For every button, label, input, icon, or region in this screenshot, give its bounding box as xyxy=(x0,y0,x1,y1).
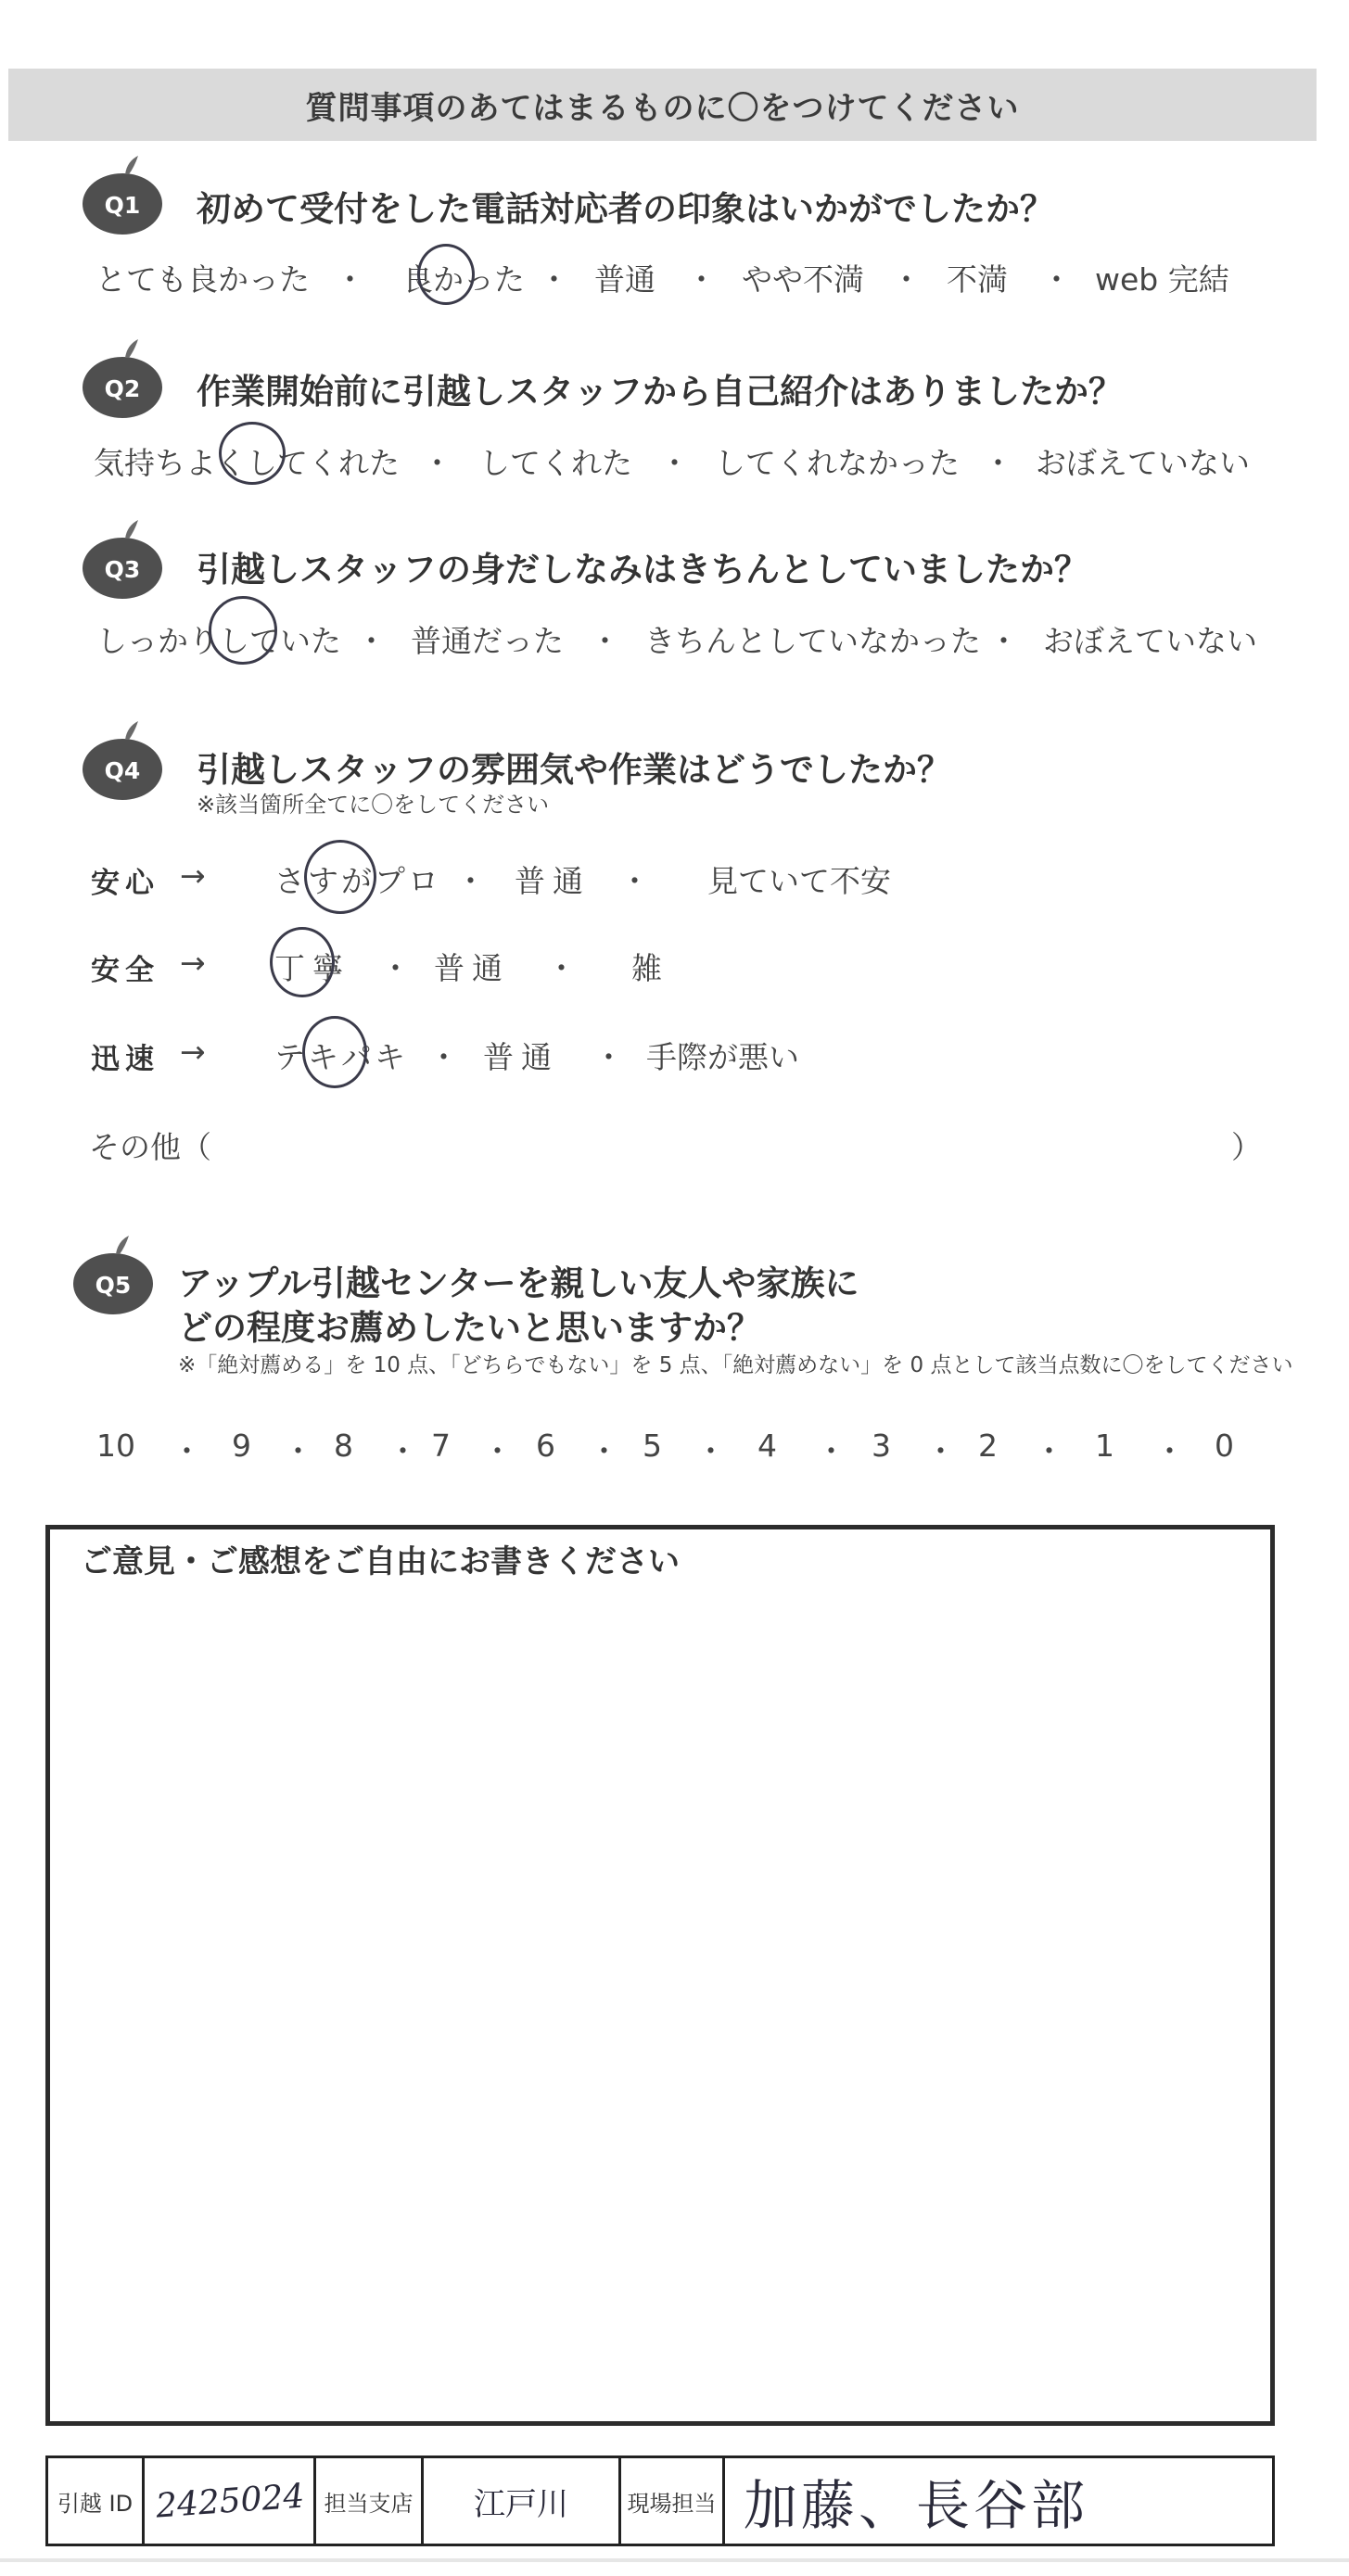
q1-badge-icon xyxy=(79,148,181,237)
footer-table xyxy=(45,2455,1275,2546)
questionnaire-header xyxy=(8,69,1317,141)
q5-score-sep: ・ xyxy=(1154,1433,1185,1469)
bottom-edge xyxy=(0,2558,1349,2562)
q4-row-anzen-selection-circle xyxy=(270,927,335,997)
q4-other-label: その他（ xyxy=(89,1129,211,1165)
q5-score-9[interactable]: 9 xyxy=(232,1428,251,1464)
q4-row-anzen-label: 安全 xyxy=(91,954,159,987)
q2-sep-3: ・ xyxy=(983,445,1013,481)
q4-other-close: ） xyxy=(1231,1129,1262,1165)
q4-note: ※該当箇所全てに〇をしてください xyxy=(197,792,550,818)
comment-title: ご意見・ご感想をご自由にお書きください xyxy=(81,1543,680,1580)
q1-question: 初めて受付をした電話対応者の印象はいかがでしたか？ xyxy=(197,189,1054,229)
q3-sep-2: ・ xyxy=(590,623,620,659)
q4-row-anzen-sep-2: ・ xyxy=(546,950,577,986)
q4-row-anshin-option-pro[interactable]: さすがプロ xyxy=(274,863,441,899)
q4-row-jinsoku-sep-1: ・ xyxy=(428,1039,459,1075)
move-id-value-cell[interactable] xyxy=(145,2458,316,2544)
q1-sep-1: ・ xyxy=(335,261,365,298)
q5-score-sep: ・ xyxy=(283,1433,313,1469)
q4-row-anshin-sep-1: ・ xyxy=(455,863,486,899)
move-id-label: 引越 ID xyxy=(48,2458,145,2544)
q5-score-7[interactable]: 7 xyxy=(431,1428,451,1464)
q1-option-somewhat-unsatisfied[interactable]: やや不満 xyxy=(742,261,864,298)
q5-question-line2: どの程度お薦めしたいと思いますか？ xyxy=(178,1308,761,1348)
q1-option-unsatisfied[interactable]: 不満 xyxy=(947,261,1008,298)
q2-sep-2: ・ xyxy=(659,445,690,481)
q5-score-sep: ・ xyxy=(816,1433,846,1469)
q1-selection-circle xyxy=(417,244,475,305)
staff-value-cell[interactable] xyxy=(725,2458,1272,2544)
move-id-value: 2425024 xyxy=(154,2476,306,2526)
q4-row-anshin-sep-2: ・ xyxy=(619,863,650,899)
q5-score-4[interactable]: 4 xyxy=(757,1428,777,1464)
staff-label: 現場担当 xyxy=(621,2458,725,2544)
q1-sep-3: ・ xyxy=(686,261,717,298)
q1-sep-5: ・ xyxy=(1041,261,1072,298)
q2-selection-circle xyxy=(219,422,286,485)
q2-sep-1: ・ xyxy=(422,445,452,481)
q4-row-jinsoku-option-clumsy[interactable]: 手際が悪い xyxy=(646,1039,799,1075)
q5-score-8[interactable]: 8 xyxy=(334,1428,353,1464)
q2-badge-icon xyxy=(79,332,181,421)
q4-row-anshin-arrow: → xyxy=(180,857,206,894)
q5-note: ※「絶対薦める」を 10 点、「どちらでもない」を 5 点、「絶対薦めない」を 0 点として該当点数に〇をしてください xyxy=(178,1353,1293,1377)
branch-value: 江戸川 xyxy=(474,2485,568,2523)
branch-label: 担当支店 xyxy=(316,2458,424,2544)
q4-row-anshin-label: 安心 xyxy=(91,867,159,900)
q5-question-line1: アップル引越センターを親しい友人や家族に xyxy=(178,1263,859,1303)
q1-option-normal[interactable]: 普通 xyxy=(594,261,655,298)
q4-row-anzen-option-normal[interactable]: 普通 xyxy=(434,950,510,986)
q3-option-normal[interactable]: 普通だった xyxy=(411,623,564,659)
q5-score-sep: ・ xyxy=(925,1433,956,1469)
q5-score-sep: ・ xyxy=(172,1433,202,1469)
q5-score-1[interactable]: 1 xyxy=(1095,1428,1114,1464)
q5-score-0[interactable]: 0 xyxy=(1215,1428,1234,1464)
q4-row-jinsoku-option-normal[interactable]: 普通 xyxy=(483,1039,559,1075)
q4-row-anzen-option-polite[interactable]: 丁寧 xyxy=(274,950,350,986)
q4-other-field[interactable] xyxy=(213,1126,1224,1165)
header-title: 質問事項のあてはまるものに〇をつけてください xyxy=(305,89,1020,127)
comment-body[interactable] xyxy=(83,1594,1252,2401)
q4-badge-label: Q4 xyxy=(104,757,141,784)
q3-option-neat[interactable]: しっかりしていた xyxy=(96,623,341,659)
q2-badge-label: Q2 xyxy=(104,375,141,402)
q1-sep-2: ・ xyxy=(539,261,569,298)
q4-row-anzen-sep-1: ・ xyxy=(380,950,411,986)
q2-option-dont-remember[interactable]: おぼえていない xyxy=(1036,445,1250,481)
q1-option-web[interactable]: web 完結 xyxy=(1095,261,1229,298)
q3-badge-icon xyxy=(79,513,181,602)
q1-sep-4: ・ xyxy=(891,261,922,298)
q5-score-3[interactable]: 3 xyxy=(872,1428,891,1464)
q5-score-2[interactable]: 2 xyxy=(978,1428,998,1464)
q5-score-10[interactable]: 10 xyxy=(96,1428,135,1464)
q4-row-jinsoku-sep-2: ・ xyxy=(593,1039,624,1075)
q4-row-jinsoku-selection-circle xyxy=(302,1016,367,1088)
q1-option-good[interactable]: 良かった xyxy=(402,261,525,298)
q3-selection-circle xyxy=(209,596,277,665)
q4-row-anshin-option-normal[interactable]: 普通 xyxy=(515,863,591,899)
q5-score-sep: ・ xyxy=(388,1433,418,1469)
q5-score-sep: ・ xyxy=(589,1433,619,1469)
q2-question: 作業開始前に引越しスタッフから自己紹介はありましたか？ xyxy=(197,372,1123,412)
q4-badge-icon xyxy=(79,714,181,803)
q4-row-anshin-selection-circle xyxy=(304,840,376,914)
q5-score-sep: ・ xyxy=(1034,1433,1064,1469)
q3-badge-label: Q3 xyxy=(104,556,141,583)
q4-row-jinsoku-option-brisk[interactable]: テキパキ xyxy=(274,1039,408,1075)
q4-row-anshin-option-uneasy[interactable]: 見ていて不安 xyxy=(707,863,891,899)
q3-sep-3: ・ xyxy=(988,623,1019,659)
q3-sep-1: ・ xyxy=(356,623,387,659)
q3-question: 引越しスタッフの身だしなみはきちんとしていましたか？ xyxy=(197,550,1088,590)
q3-option-not-neat[interactable]: きちんとしていなかった xyxy=(644,623,981,659)
q5-score-sep: ・ xyxy=(695,1433,726,1469)
q5-score-sep: ・ xyxy=(482,1433,513,1469)
q4-row-jinsoku-arrow: → xyxy=(180,1034,206,1070)
q5-badge-label: Q5 xyxy=(95,1272,132,1299)
q5-badge-icon xyxy=(70,1228,172,1317)
q3-option-dont-remember[interactable]: おぼえていない xyxy=(1043,623,1257,659)
q1-badge-label: Q1 xyxy=(104,192,141,219)
q5-score-5[interactable]: 5 xyxy=(643,1428,662,1464)
q1-option-very-good[interactable]: とても良かった xyxy=(95,261,310,298)
q2-option-did[interactable]: してくれた xyxy=(479,445,632,481)
q2-option-pleasant[interactable]: 気持ちよくしてくれた xyxy=(94,445,400,481)
q5-score-6[interactable]: 6 xyxy=(536,1428,555,1464)
q4-row-anzen-option-rough[interactable]: 雑 xyxy=(631,950,662,986)
q4-row-anzen-arrow: → xyxy=(180,945,206,981)
branch-value-cell[interactable] xyxy=(424,2458,621,2544)
staff-value: 加藤、長谷部 xyxy=(744,2474,1089,2537)
q2-option-did-not[interactable]: してくれなかった xyxy=(715,445,960,481)
q4-question: 引越しスタッフの雰囲気や作業はどうでしたか？ xyxy=(197,750,951,790)
q4-row-jinsoku-label: 迅速 xyxy=(91,1043,159,1076)
